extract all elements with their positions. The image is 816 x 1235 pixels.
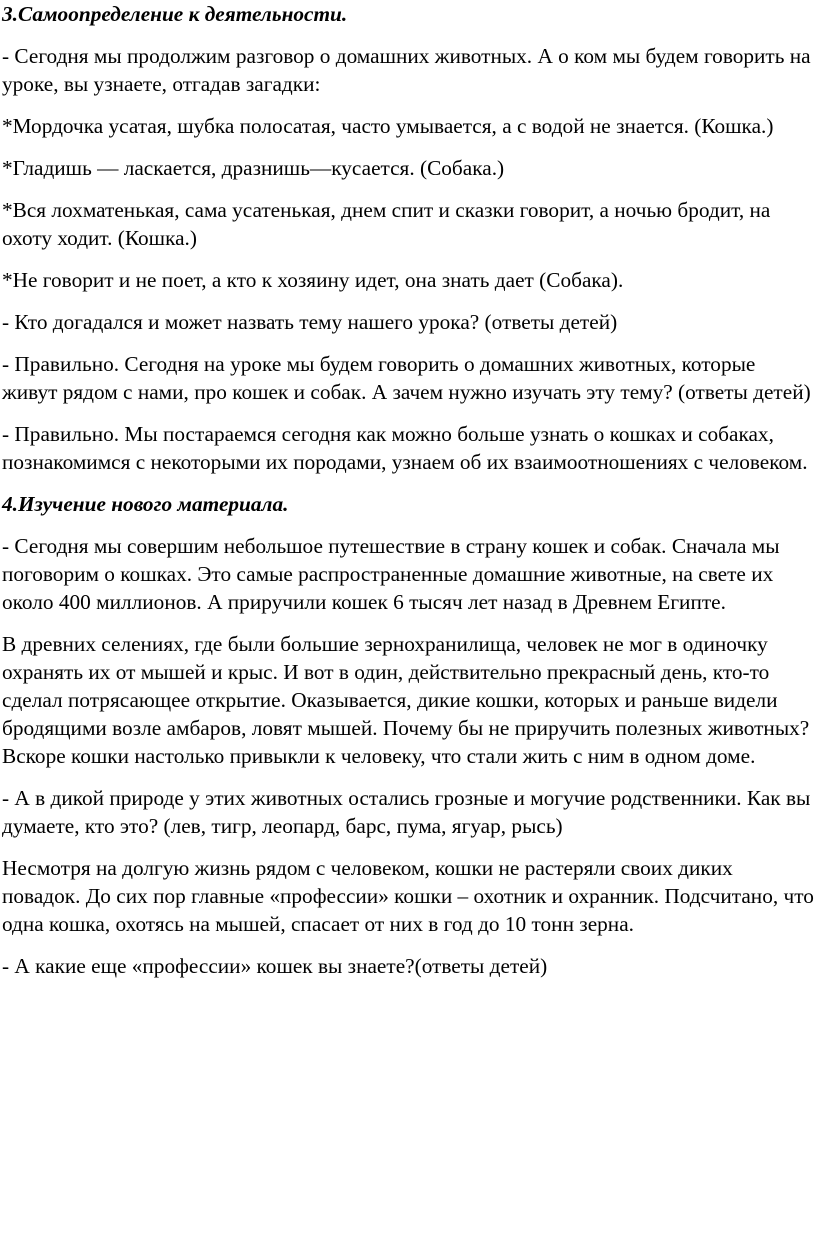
section-3-heading: 3.Самоопределение к деятельности.: [2, 2, 348, 26]
riddle-4: *Не говорит и не поет, а кто к хозяину идет, она знать дает (Собака).: [2, 268, 624, 292]
paragraph-journey: - Сегодня мы совершим небольшое путешествие в страну кошек и собак. Сначала мы поговорим о кошках. Это самые распространенные домашние животные, на свете их около 400 миллионов. А приручили кошек 6 тысяч лет назад в Древнем Египте.: [2, 534, 780, 614]
paragraph-topic-answer: - Правильно. Сегодня на уроке мы будем говорить о домашних животных, которые живут рядом с нами, про кошек и собак. А зачем нужно изучать эту тему? (ответы детей): [2, 352, 811, 404]
paragraph-question-topic: - Кто догадался и может назвать тему нашего урока? (ответы детей): [2, 310, 618, 334]
riddle-3: *Вся лохматенькая, сама усатенькая, днем спит и сказки говорит, а ночью бродит, на охоту ходит. (Кошка.): [2, 198, 771, 250]
section-4-heading: 4.Изучение нового материала.: [2, 492, 289, 516]
paragraph-question-professions: - А какие еще «профессии» кошек вы знаете?(ответы детей): [2, 954, 548, 978]
riddle-1: *Мордочка усатая, шубка полосатая, часто умывается, а с водой не знается. (Кошка.): [2, 114, 774, 138]
paragraph-wild-relatives: - А в дикой природе у этих животных остались грозные и могучие родственники. Как вы думаете, кто это? (лев, тигр, леопард, барс, пума, ягуар, рысь): [2, 786, 811, 838]
riddle-2: *Гладишь — ласкается, дразнишь—кусается. (Собака.): [2, 156, 505, 180]
paragraph-history: В древних селениях, где были большие зернохранилища, человек не мог в одиночку охранять их от мышей и крыс. И вот в один, действительно прекрасный день, кто-то сделал потрясающее открытие. Оказывается, дикие кошки, которых и раньше видели бродящими возле амбаров, ловят мышей. Почему бы не приручить полезных животных? Вскоре кошки настолько привыкли к человеку, что стали жить с ним в одном доме.: [2, 632, 810, 768]
paragraph-goals: - Правильно. Мы постараемся сегодня как можно больше узнать о кошках и собаках, познакомимся с некоторыми их породами, узнаем об их взаимоотношениях с человеком.: [2, 422, 808, 474]
paragraph-intro: - Сегодня мы продолжим разговор о домашних животных. А о ком мы будем говорить на уроке, вы узнаете, отгадав загадки:: [2, 44, 811, 96]
document-page: [2, 0, 814, 994]
paragraph-professions: Несмотря на долгую жизнь рядом с человеком, кошки не растеряли своих диких повадок. До сих пор главные «профессии» кошки – охотник и охранник. Подсчитано, что одна кошка, охотясь на мышей, спасает от них в год до 10 тонн зерна.: [2, 856, 814, 936]
